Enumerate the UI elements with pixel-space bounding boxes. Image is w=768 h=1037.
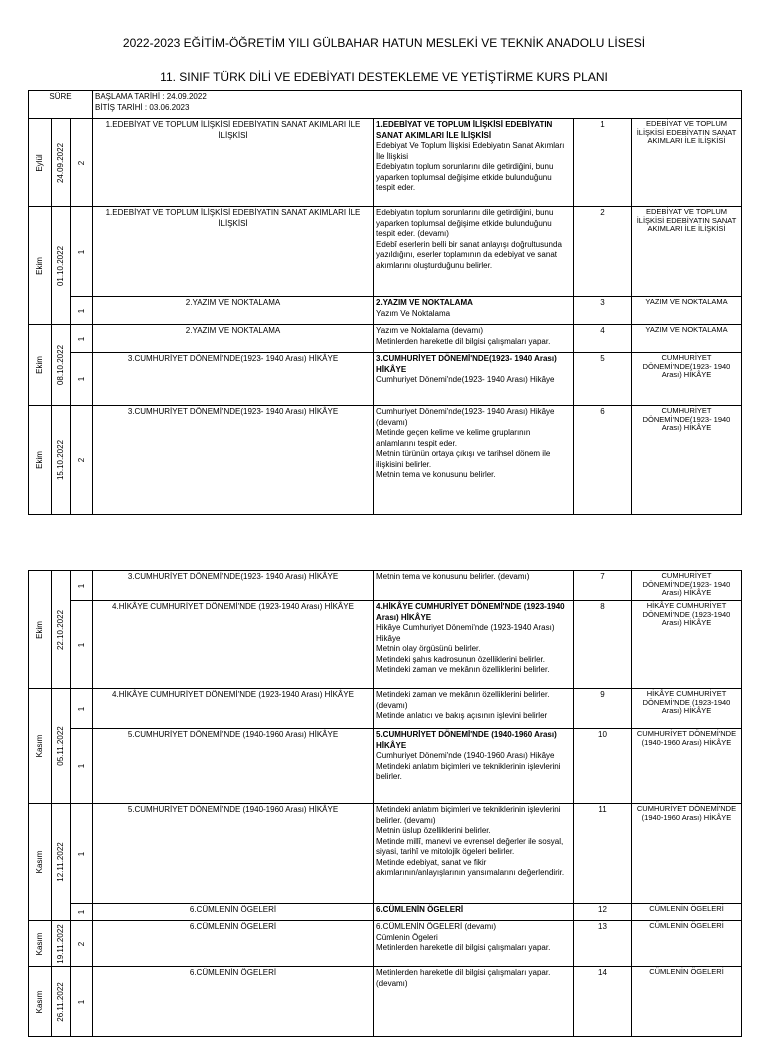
date-label: 22.10.2022 (55, 609, 65, 650)
hours-label: 1 (76, 851, 86, 856)
kazanim-line: Metindeki şahıs kadrosunun özelliklerini belirler. (376, 654, 545, 664)
table-row (29, 689, 742, 729)
date-label: 01.10.2022 (55, 245, 65, 286)
kazanim-line: 2.YAZIM VE NOKTALAMA (376, 298, 473, 307)
date-label: 15.10.2022 (55, 439, 65, 481)
hours-label: 2 (76, 160, 86, 165)
month-cell (29, 689, 52, 804)
topic-cell: 5.CUMHURİYET DÖNEMİ'NDE (1940-1960 Arası) HİKÂYE (93, 729, 374, 804)
kazanim-line: Metinde geçen kelime ve kelime gruplarının anlamlarını tespit eder. (376, 428, 531, 448)
kazanim-line: 6.CÜMLENİN ÖGELERİ (devamı) (376, 922, 497, 931)
kazanim-cell (374, 297, 574, 325)
kazanim-line: Cumhuriyet Dönemi'nde(1923- 1940 Arası) Hikâye (devamı) (376, 407, 555, 427)
kazanim-line: Edebiyatın toplum sorunlarını dile getirdiğini, bunu yaparken toplumsal değişime etkide bulunduğunu tespit eder. (376, 162, 554, 192)
month-cell (29, 406, 52, 515)
unit-cell: CUMHURİYET DÖNEMİ'NDE(1923- 1940 Arası) HİKÂYE (632, 406, 742, 515)
table-row (29, 729, 742, 804)
date-label: 05.11.2022 (55, 726, 65, 766)
hours-label: 1 (76, 308, 86, 313)
end-date: BİTİŞ TARİHİ : 03.06.2023 (95, 102, 190, 112)
kazanim-line: Hikâye Cumhuriyet Dönemi'nde (1923-1940 Arası) Hikâye (376, 623, 555, 643)
table-row (29, 119, 742, 207)
hours-cell (71, 406, 93, 515)
hours-label: 1 (76, 249, 86, 254)
topic-cell: 6.CÜMLENİN ÖGELERİ (93, 904, 374, 921)
kazanim-line: Edebiyatın toplum sorunlarını dile getirdiğini, bunu yaparken toplumsal değişime etkide bulunduğunu tespit eder. (devamı) (376, 208, 554, 238)
kazanim-cell (374, 804, 574, 904)
topic-cell: 5.CUMHURİYET DÖNEMİ'NDE (1940-1960 Arası) HİKÂYE (93, 804, 374, 904)
kazanim-cell (374, 571, 574, 601)
hours-cell (71, 967, 93, 1037)
date-cell (52, 119, 71, 207)
month-label: Eylül (34, 153, 44, 172)
date-cell (52, 325, 71, 406)
kazanim-line: Metinlerden hareketle dil bilgisi çalışmaları yapar. (376, 943, 551, 952)
start-date: BAŞLAMA TARİHİ : 24.09.2022 (95, 92, 207, 101)
hours-label: 1 (76, 909, 86, 915)
plan-title: 11. SINIF TÜRK DİLİ VE EDEBİYATI DESTEKLEME VE YETİŞTİRME KURS PLANI (160, 70, 608, 84)
month-label: Ekim (34, 451, 44, 469)
hours-label: 1 (76, 642, 86, 647)
hours-label: 2 (76, 457, 86, 463)
no-cell: 10 (574, 729, 632, 804)
kazanim-line: Yazım ve Noktalama (devamı) (376, 326, 483, 335)
hours-cell (71, 325, 93, 353)
hours-cell (71, 601, 93, 689)
hours-cell (71, 689, 93, 729)
kazanim-cell (374, 689, 574, 729)
topic-cell: 1.EDEBİYAT VE TOPLUM İLİŞKİSİ EDEBİYATIN SANAT AKIMLARI İLE İLİŞKİSİ (93, 207, 374, 297)
month-cell (29, 325, 52, 406)
kazanim-line: Cumhuriyet Dönemi'nde(1923- 1940 Arası) Hikâye (376, 375, 555, 384)
hours-label: 1 (76, 336, 86, 341)
table-row (29, 967, 742, 1037)
hours-label: 1 (76, 763, 86, 769)
hours-cell (71, 904, 93, 921)
date-cell (52, 207, 71, 325)
date-cell (52, 804, 71, 921)
topic-cell: 2.YAZIM VE NOKTALAMA (93, 325, 374, 353)
kazanim-line: Metindeki anlatım biçimleri ve tekniklerinin işlevlerini belirler. (376, 761, 561, 781)
topic-cell: 4.HİKÂYE CUMHURİYET DÖNEMİ'NDE (1923-1940 Arası) HİKÂYE (93, 689, 374, 729)
date-cell (52, 967, 71, 1037)
kazanim-line: Metnin tema ve konusunu belirler. (devamı) (376, 572, 530, 581)
kazanim-line: Metindeki zaman ve mekânın özelliklerini belirler. (devamı) (376, 690, 550, 710)
topic-cell: 6.CÜMLENİN ÖGELERİ (93, 921, 374, 967)
unit-cell: CÜMLENİN ÖGELERİ (632, 967, 742, 1037)
month-cell (29, 921, 52, 967)
month-label: Kasım (34, 734, 44, 758)
topic-cell: 2.YAZIM VE NOKTALAMA (93, 297, 374, 325)
kazanim-cell (374, 325, 574, 353)
no-cell: 8 (574, 601, 632, 689)
no-cell: 11 (574, 804, 632, 904)
table-row (29, 297, 742, 325)
kazanim-line: Edebî eserlerin belli bir sanat anlayışı doğrultusunda yazıldığını, eserler toplamının da edebiyat ve sanat akımlarını oluşturduğunu belirler. (376, 239, 562, 270)
table-row (29, 353, 742, 406)
table-row (29, 601, 742, 689)
no-cell: 13 (574, 921, 632, 967)
kazanim-line: Cümlenin Ögeleri (376, 932, 438, 942)
date-label: 19.11.2022 (55, 923, 65, 964)
topic-cell: 3.CUMHURİYET DÖNEMİ'NDE(1923- 1940 Arası) HİKÂYE (93, 353, 374, 406)
no-cell: 14 (574, 967, 632, 1037)
month-label: Kasım (34, 932, 44, 955)
table-row (29, 904, 742, 921)
plan-table-1 (28, 90, 742, 515)
no-cell: 12 (574, 904, 632, 921)
hours-cell (71, 729, 93, 804)
month-label: Ekim (34, 256, 44, 275)
kazanim-line: Metindeki anlatım biçimleri ve tekniklerinin işlevlerini belirler. (devamı) (376, 805, 561, 825)
kazanim-cell (374, 601, 574, 689)
table-row (29, 325, 742, 353)
no-cell: 6 (574, 406, 632, 515)
no-cell: 2 (574, 207, 632, 297)
kazanim-line: 3.CUMHURİYET DÖNEMİ'NDE(1923- 1940 Arası) HİKÂYE (376, 354, 557, 374)
unit-cell: HİKÂYE CUMHURİYET DÖNEMİ'NDE (1923-1940 Arası) HİKÂYE (632, 689, 742, 729)
kazanim-line: Metinde edebiyat, sanat ve fikir akımlarının/anlayışlarının yansımalarını değerlendirir. (376, 857, 565, 877)
hours-label: 1 (76, 999, 86, 1004)
kazanim-line: Edebiyat Ve Toplum İlişkisi Edebiyatın Sanat Akımları İle İlişkisi (376, 141, 565, 161)
kazanim-cell (374, 406, 574, 515)
kazanim-line: 1.EDEBİYAT VE TOPLUM İLİŞKİSİ EDEBİYATIN SANAT AKIMLARI İLE İLİŞKİSİ (376, 120, 553, 140)
unit-cell: CUMHURİYET DÖNEMİ'NDE (1940-1960 Arası) HİKÂYE (632, 804, 742, 904)
kazanim-line: Metinlerden hareketle dil bilgisi çalışmaları yapar. (devamı) (376, 968, 551, 988)
hours-cell (71, 353, 93, 406)
table-row (29, 571, 742, 601)
unit-cell: YAZIM VE NOKTALAMA (632, 325, 742, 353)
topic-cell: 3.CUMHURİYET DÖNEMİ'NDE(1923- 1940 Arası) HİKÂYE (93, 406, 374, 515)
no-cell: 3 (574, 297, 632, 325)
hours-label: 1 (76, 583, 86, 588)
unit-cell: EDEBİYAT VE TOPLUM İLİŞKİSİ EDEBİYATIN SANAT AKIMLARI İLE İLİŞKİSİ (632, 119, 742, 207)
table-row (29, 804, 742, 904)
hours-cell (71, 571, 93, 601)
kazanim-line: Metinde anlatıcı ve bakış açısının işlevini belirler (376, 711, 548, 720)
kazanim-line: Metnin üslup özelliklerini belirler. (376, 826, 491, 835)
topic-cell: 3.CUMHURİYET DÖNEMİ'NDE(1923- 1940 Arası) HİKÂYE (93, 571, 374, 601)
kazanim-line: Metnin tema ve konusunu belirler. (376, 470, 496, 479)
hours-cell (71, 921, 93, 967)
hours-cell (71, 297, 93, 325)
no-cell: 5 (574, 353, 632, 406)
unit-cell: CUMHURİYET DÖNEMİ'NDE (1940-1960 Arası) HİKÂYE (632, 729, 742, 804)
table-row (29, 921, 742, 967)
kazanim-line: Metindeki zaman ve mekânın özelliklerini belirler. (376, 665, 550, 674)
month-cell (29, 207, 52, 325)
kazanim-cell (374, 207, 574, 297)
kazanim-cell (374, 353, 574, 406)
kazanim-line: 6.CÜMLENİN ÖGELERİ (376, 905, 464, 914)
hours-label: 2 (76, 941, 86, 946)
table-row (29, 406, 742, 515)
kazanim-cell (374, 119, 574, 207)
no-cell: 7 (574, 571, 632, 601)
kazanim-line: Metinlerden hareketle dil bilgisi çalışmaları yapar. (376, 336, 551, 346)
kazanim-line: Metinde millî, manevi ve evrensel değerler ile sosyal, siyasi, tarihî ve mitolojik ögeleri belirler. (376, 836, 564, 856)
kazanim-cell (374, 921, 574, 967)
header-sure: SÜRE (29, 91, 93, 119)
hours-label: 1 (76, 706, 86, 711)
kazanim-cell (374, 904, 574, 921)
topic-cell: 4.HİKÂYE CUMHURİYET DÖNEMİ'NDE (1923-1940 Arası) HİKÂYE (93, 601, 374, 689)
month-cell (29, 571, 52, 689)
month-label: Kasım (34, 850, 44, 874)
date-cell (52, 571, 71, 689)
month-cell (29, 967, 52, 1037)
no-cell: 1 (574, 119, 632, 207)
hours-cell (71, 119, 93, 207)
no-cell: 4 (574, 325, 632, 353)
date-label: 26.11.2022 (55, 981, 65, 1022)
unit-cell: CÜMLENİN ÖGELERİ (632, 921, 742, 967)
topic-cell: 1.EDEBİYAT VE TOPLUM İLİŞKİSİ EDEBİYATIN SANAT AKIMLARI İLE İLİŞKİSİ (93, 119, 374, 207)
kazanim-line: Cumhuriyet Dönemi'nde (1940-1960 Arası) Hikâye (376, 751, 555, 760)
header-dates (93, 91, 742, 119)
date-cell (52, 921, 71, 967)
unit-cell: CUMHURİYET DÖNEMİ'NDE(1923- 1940 Arası) HİKÂYE (632, 571, 742, 601)
unit-cell: EDEBİYAT VE TOPLUM İLİŞKİSİ EDEBİYATIN SANAT AKIMLARI İLE İLİŞKİSİ (632, 207, 742, 297)
unit-cell: CUMHURİYET DÖNEMİ'NDE(1923- 1940 Arası) HİKÂYE (632, 353, 742, 406)
unit-cell: HİKÂYE CUMHURİYET DÖNEMİ'NDE (1923-1940 Arası) HİKÂYE (632, 601, 742, 689)
kazanim-line: Metnin türünün ortaya çıkışı ve tarihsel dönem ile ilişkisini belirler. (376, 449, 551, 469)
month-cell (29, 804, 52, 921)
school-title: 2022-2023 EĞİTİM-ÖĞRETİM YILI GÜLBAHAR HATUN MESLEKİ VE TEKNİK ANADOLU LİSESİ (122, 36, 646, 50)
hours-cell (71, 207, 93, 297)
no-cell: 9 (574, 689, 632, 729)
month-label: Ekim (34, 620, 44, 639)
kazanim-line: Yazım Ve Noktalama (376, 308, 451, 318)
kazanim-line: 5.CUMHURİYET DÖNEMİ'NDE (1940-1960 Arası) HİKÂYE (376, 730, 557, 750)
table-row (29, 207, 742, 297)
unit-cell: CÜMLENİN ÖGELERİ (632, 904, 742, 921)
month-cell (29, 119, 52, 207)
kazanim-line: 4.HİKÂYE CUMHURİYET DÖNEMİ'NDE (1923-1940 Arası) HİKÂYE (376, 602, 565, 622)
kazanim-line: Metnin olay örgüsünü belirler. (376, 644, 481, 653)
hours-label: 1 (76, 376, 86, 382)
date-label: 08.10.2022 (55, 344, 65, 386)
kazanim-cell (374, 967, 574, 1037)
month-label: Ekim (34, 356, 44, 374)
plan-table-2 (28, 570, 742, 1037)
date-label: 12.11.2022 (55, 842, 65, 882)
kazanim-cell (374, 729, 574, 804)
unit-cell: YAZIM VE NOKTALAMA (632, 297, 742, 325)
date-cell (52, 689, 71, 804)
topic-cell: 6.CÜMLENİN ÖGELERİ (93, 967, 374, 1037)
date-cell (52, 406, 71, 515)
hours-cell (71, 804, 93, 904)
date-label: 24.09.2022 (55, 142, 65, 183)
month-label: Kasım (34, 990, 44, 1013)
